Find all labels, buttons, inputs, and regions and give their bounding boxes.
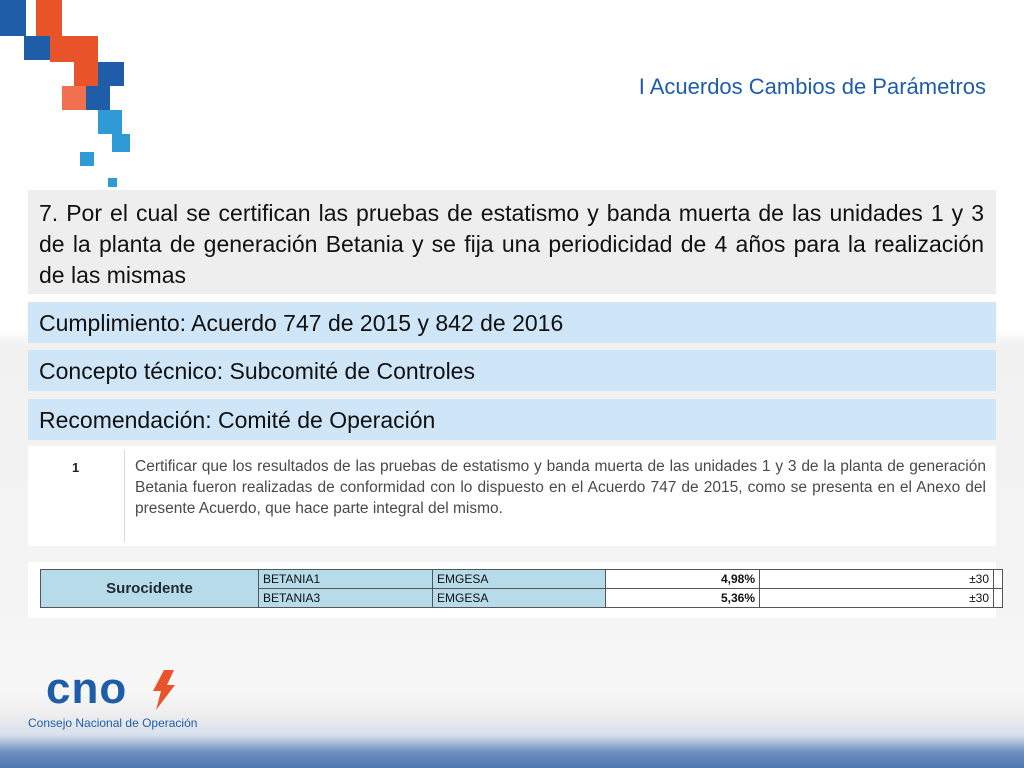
droop-cell: 4,98% [606,570,760,589]
technical-concept-bar: Concepto técnico: Subcomité de Controles [28,350,996,391]
slide-title: I Acuerdos Cambios de Parámetros [638,74,986,99]
unit-cell: BETANIA1 [259,570,433,589]
compliance-bar: Cumplimiento: Acuerdo 747 de 2015 y 842 de 2016 [28,302,996,343]
logo-wordmark: cno [46,664,128,713]
table-edge [994,589,1003,608]
article-number: 1 [72,460,80,475]
region-cell: Surocidente [41,570,259,608]
results-table [40,569,1003,608]
agent-cell: EMGESA [433,589,606,608]
article-divider [124,450,125,542]
article-text: Certificar que los resultados de las pruebas de estatismo y banda muerta de las unidades 1 y 3 de la planta de generación Betania fueron realizadas de conformidad con lo dispuesto en el Acuerdo 747 de 2015, como se presenta en el Anexo del presente Acuerdo, que hace parte integral del mismo. [135,458,986,517]
lightning-bolt-icon [150,670,176,710]
agreement-description: 7. Por el cual se certifican las pruebas de estatismo y banda muerta de las unidades 1 y 3 de la planta de generación Betania y se fija una periodicidad de 4 años para la realización de las mismas [28,190,996,294]
table-edge [994,570,1003,589]
table-row [41,570,1003,589]
recommendation-bar: Recomendación: Comité de Operación [28,399,996,440]
dead-band-cell: ±30 [760,570,994,589]
agent-cell: EMGESA [433,570,606,589]
dead-band-cell: ±30 [760,589,994,608]
logo-subtitle: Consejo Nacional de Operación [28,716,198,730]
unit-cell: BETANIA3 [259,589,433,608]
droop-cell: 5,36% [606,589,760,608]
